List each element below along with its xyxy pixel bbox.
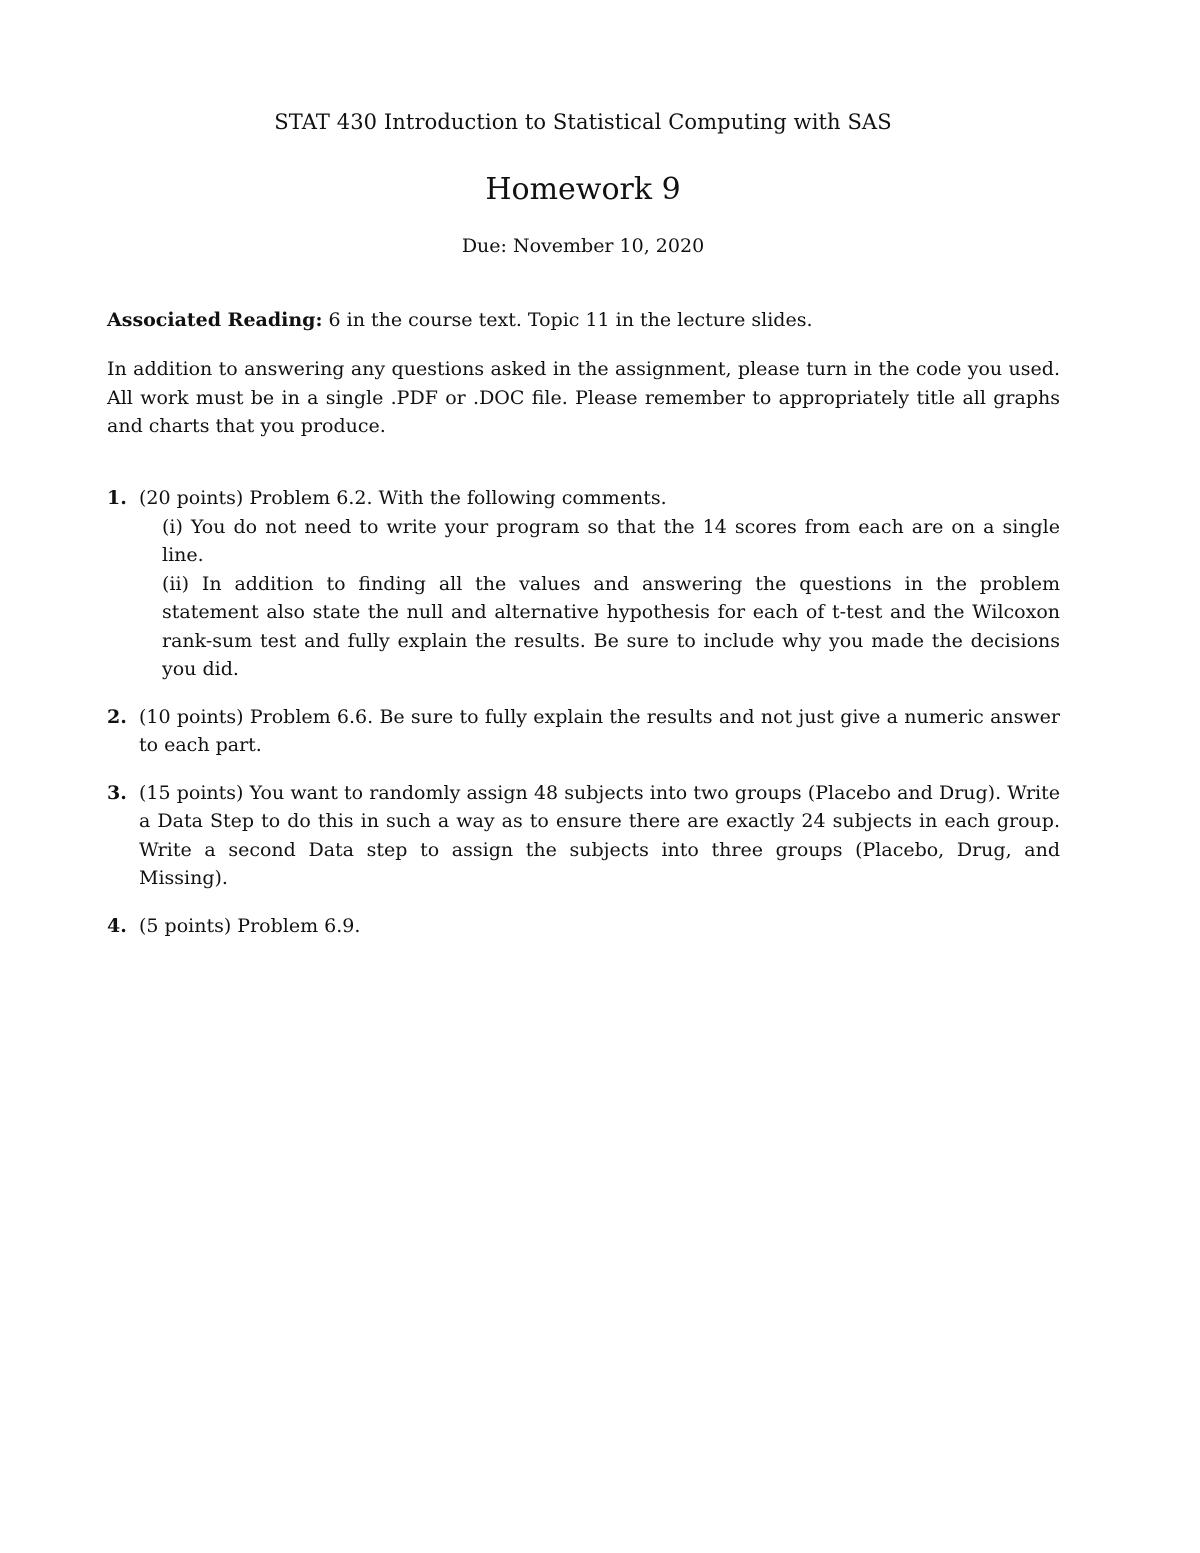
problem-statement: (15 points) You want to randomly assign 48 subjects into two groups (Placebo and Drug). Write a Data Step to do this in such a way as to ensure there are exactly 24 subjects in each group. Write a second Data step to assign the subjects into three groups (Placebo, Drug, and Missing).: [139, 781, 1060, 889]
problem-item: [107, 484, 1060, 684]
problem-statement: (10 points) Problem 6.6. Be sure to fully explain the results and not just give a numeric answer to each part.: [139, 705, 1060, 756]
associated-reading-label: Associated Reading:: [107, 309, 323, 331]
problem-number: 4.: [107, 914, 127, 937]
problem-statement: (20 points) Problem 6.2. With the following comments.: [139, 487, 667, 509]
course-title: STAT 430 Introduction to Statistical Computing with SAS: [274, 110, 892, 134]
associated-reading-text: 6 in the course text. Topic 11 in the lecture slides.: [322, 309, 813, 331]
assignment-title: Homework 9: [485, 172, 681, 207]
instructions-paragraph: In addition to answering any questions asked in the assignment, please turn in the code you used. All work must be in a single .PDF or .DOC file. Please remember to appropriately title all graphs and charts that you produce.: [107, 358, 1060, 437]
problem-statement: (5 points) Problem 6.9.: [139, 914, 361, 937]
problem-item: [107, 703, 1060, 760]
problem-number: 3.: [107, 781, 127, 804]
problem-item: [107, 912, 1060, 941]
problem-comment: (ii) In addition to finding all the values and answering the questions in the problem statement also state the null and alternative hypothesis for each of t-test and the Wilcoxon rank-sum test and fully explain the results. Be sure to include why you made the decisions you did.: [162, 572, 1060, 680]
due-date: Due: November 10, 2020: [461, 235, 705, 257]
associated-reading: [107, 306, 1062, 334]
problem-number: 2.: [107, 705, 127, 728]
problem-list: [107, 484, 1060, 959]
problem-comment: (i) You do not need to write your program so that the 14 scores from each are on a single line.: [162, 515, 1060, 566]
problem-item: [107, 779, 1060, 893]
problem-number: 1.: [107, 487, 127, 509]
